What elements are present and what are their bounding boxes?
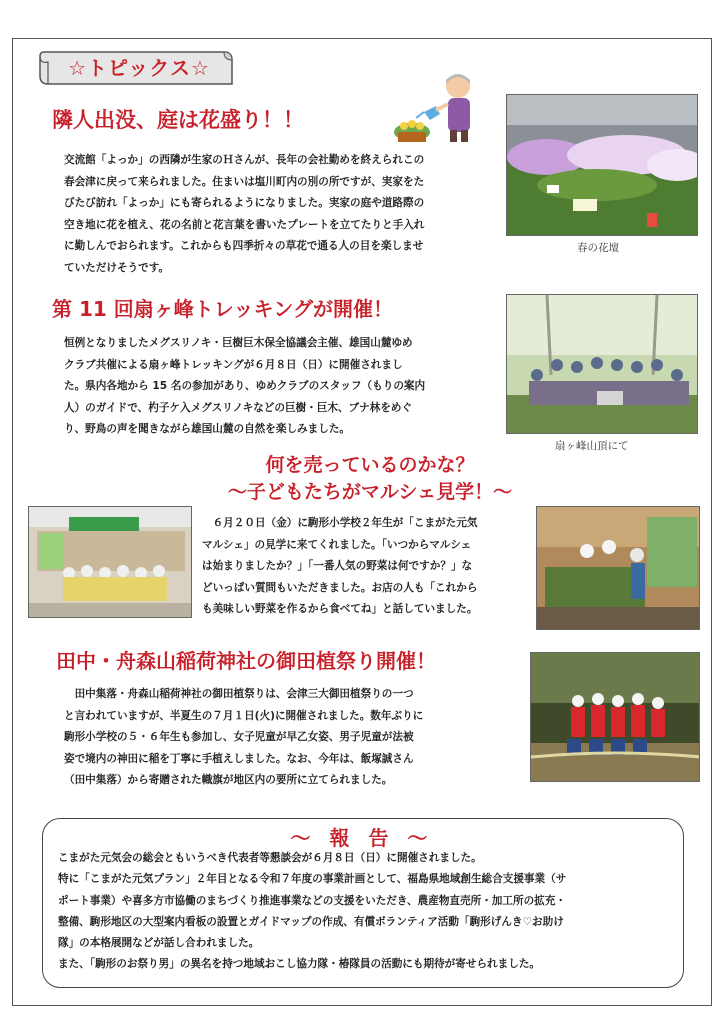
- text-line: びたび訪れ「よっか」にも寄られるようになりました。実家の庭や道路際の: [64, 197, 425, 209]
- gardener-illustration: [390, 70, 490, 146]
- text-line: ポート事業）や喜多方市協働のまちづくり推進事業などの支援をいただき、農産物直売所・加工所の拡充・: [58, 894, 566, 907]
- text-line: 春会津に戻って来られました。住まいは塩川町内の別の所ですが、実家をた: [64, 175, 425, 188]
- trekking-group-photo: [506, 294, 698, 434]
- text-line: ていただけそうです。: [64, 261, 170, 274]
- text-line: ６月２０日（金）に駒形小学校２年生が「こまがた元気: [202, 517, 478, 529]
- photo-caption: 春の花壇: [577, 242, 619, 254]
- text-line: どいっぱい質問もいただきました。お店の人も「これから: [202, 581, 478, 594]
- rice-planting-festival-photo: [530, 652, 700, 782]
- article2-body: [64, 333, 425, 441]
- text-line: 特に「こまがた元気プラン」２年目となる令和７年度の事業計画として、福島県地域創生総合支援事業（サ: [58, 873, 567, 886]
- marche-shop-photo: [536, 506, 700, 630]
- text-line: 人）のガイドで、杓子ケ入メグスリノキなどの巨樹・巨木、ブナ林をめぐ: [64, 401, 413, 414]
- text-line: 整備、駒形地区の大型案内看板の設置とガイドマップの作成、有償ボランティア活動「駒形げんき♡お助け: [58, 915, 564, 928]
- text-line: は始まりましたか？」「一番人気の野菜は何ですか？」な: [202, 560, 473, 572]
- marche-children-photo: [28, 506, 192, 618]
- article2-heading: 第 11 回扇ヶ峰トレッキングが開催！: [52, 297, 393, 321]
- text-line: 駒形小学校の５・６年生も参加し、女子児童が早乙女姿、男子児童が法被: [64, 731, 414, 743]
- article1-body: [64, 150, 424, 279]
- text-line: また、「駒形のお祭り男」の異名を持つ地域おこし協力隊・椿隊員の活動にも期待が寄せられました。: [58, 958, 541, 971]
- article4-heading: 田中・舟森山稲荷神社の御田植祭り開催！: [56, 649, 436, 673]
- text-line: た。県内各地から 15 名の参加があり、ゆめクラブのスタッフ（もりの案内: [64, 380, 426, 392]
- text-line: 姿で境内の神田に稲を丁寧に手植えしました。なお、今年は、飯塚誠さん: [64, 752, 414, 765]
- article1-heading: 隣人出没、庭は花盛り！！: [52, 108, 304, 132]
- photo-caption: 扇ヶ峰山頂にて: [555, 440, 629, 452]
- text-line: 空き地に花を植え、花の名前と花言葉を書いたプレートを立てたりと手入れ: [64, 218, 425, 231]
- text-line: 隊」の本格展開などが話し合われました。: [58, 937, 260, 950]
- text-line: 交流館「よっか」の西隣が生家のＨさんが、長年の会社勤めを終えられこの: [64, 154, 425, 166]
- text-line: り、野鳥の声を聞きながら雄国山麓の自然を楽しみました。: [64, 423, 351, 435]
- article4-body: [64, 684, 423, 792]
- report-body: [58, 848, 678, 976]
- flower-bed-photo: [506, 94, 698, 236]
- article3-heading-line1: 何を売っているのかな？: [265, 454, 475, 476]
- text-line: と言われていますが、半夏生の７月１日(火)に開催されました。数年ぶりに: [64, 709, 424, 722]
- article3-heading-line2: ～子どもたちがマルシェ見学！～: [227, 481, 513, 503]
- text-line: も美味しい野菜を作るから食べてね」と話していました。: [202, 603, 478, 615]
- text-line: に勤しんでおられます。これからも四季折々の草花で通る人の目を楽しませ: [64, 240, 424, 252]
- article3-body: [202, 513, 477, 621]
- text-line: （田中集落）から寄贈された幟旗が地区内の要所に立てられました。: [64, 774, 393, 786]
- text-line: マルシェ」の見学に来てくれました。「いつからマルシェ: [202, 538, 472, 551]
- topics-title: ☆トピックス☆: [68, 56, 210, 80]
- text-line: クラブ共催による扇ヶ峰トレッキングが６月８日（日）に開催されまし: [64, 358, 403, 371]
- report-title: ～ 報 告 ～: [290, 826, 434, 850]
- text-line: 田中集落・舟森山稲荷神社の御田植祭りは、会津三大御田植祭りの一つ: [64, 688, 414, 700]
- text-line: こまがた元気会の総会ともいうべき代表者等懇談会が６月８日（日）に開催されました。: [58, 852, 482, 864]
- text-line: 恒例となりましたメグスリノキ・巨樹巨木保全協議会主催、雄国山麓ゆめ: [64, 337, 413, 349]
